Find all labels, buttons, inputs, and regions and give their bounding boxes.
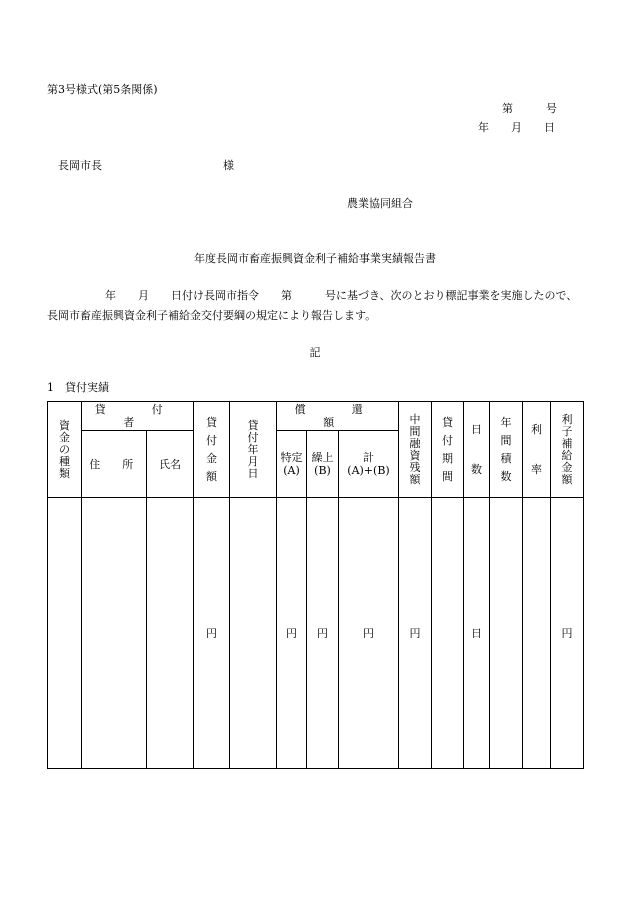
header-repayment: 償 還 額 — [277, 402, 399, 431]
header-rate: 利率 — [523, 402, 551, 498]
specific-mark: (A) — [283, 464, 300, 477]
cell-specific: 円 — [277, 498, 307, 769]
cell-rate — [523, 498, 551, 769]
recipient-name: 長岡市長 — [58, 159, 102, 172]
header-advance: 繰上 (B) — [307, 431, 339, 498]
section-title: 1 貸付実績 — [47, 381, 109, 394]
cell-loan-date — [230, 498, 277, 769]
document-number-line: 第 号 — [502, 102, 557, 115]
header-borrower: 貸 付 者 — [82, 402, 194, 431]
header-mid-balance: 中間融資残額 — [399, 402, 432, 498]
ki-heading: 記 — [309, 346, 321, 359]
header-loan-period: 貸付期間 — [432, 402, 464, 498]
total-formula: (A)+(B) — [347, 464, 390, 477]
date-line: 年 月 日 — [478, 121, 555, 134]
header-address: 住 所 — [82, 431, 147, 498]
advance-mark: (B) — [314, 464, 331, 477]
loan-results-table — [47, 401, 584, 769]
cell-annual-product — [490, 498, 523, 769]
cell-total: 円 — [339, 498, 399, 769]
header-specific: 特定 (A) — [277, 431, 307, 498]
form-number: 第3号様式(第5条関係) — [47, 83, 158, 96]
header-annual-product: 年間積数 — [490, 402, 523, 498]
cell-days: 日 — [464, 498, 490, 769]
header-days: 日数 — [464, 402, 490, 498]
header-fund-type: 資金の種類 — [48, 402, 82, 498]
sender-organization: 農業協同組合 — [347, 197, 413, 210]
cell-mid-balance: 円 — [399, 498, 432, 769]
header-name: 氏名 — [147, 431, 194, 498]
cell-address — [82, 498, 147, 769]
header-loan-amount: 貸付金額 — [194, 402, 230, 498]
cell-advance: 円 — [307, 498, 339, 769]
cell-name — [147, 498, 194, 769]
header-loan-date: 貸付年月日 — [230, 402, 277, 498]
header-subsidy: 利子補給金額 — [551, 402, 584, 498]
document-title: 年度長岡市畜産振興資金利子補給事業実績報告書 — [194, 252, 436, 265]
body-text: 年 月 日付け長岡市指令 第 号に基づき、次のとおり標記事業を実施したので、長岡市畜産振興資金利子補給金交付要綱の規定により報告します。 — [47, 289, 578, 322]
cell-loan-period — [432, 498, 464, 769]
cell-subsidy: 円 — [551, 498, 584, 769]
cell-fund-type — [48, 498, 82, 769]
cell-loan-amount: 円 — [194, 498, 230, 769]
header-total: 計 (A)+(B) — [339, 431, 399, 498]
recipient-honorific: 様 — [223, 159, 234, 172]
